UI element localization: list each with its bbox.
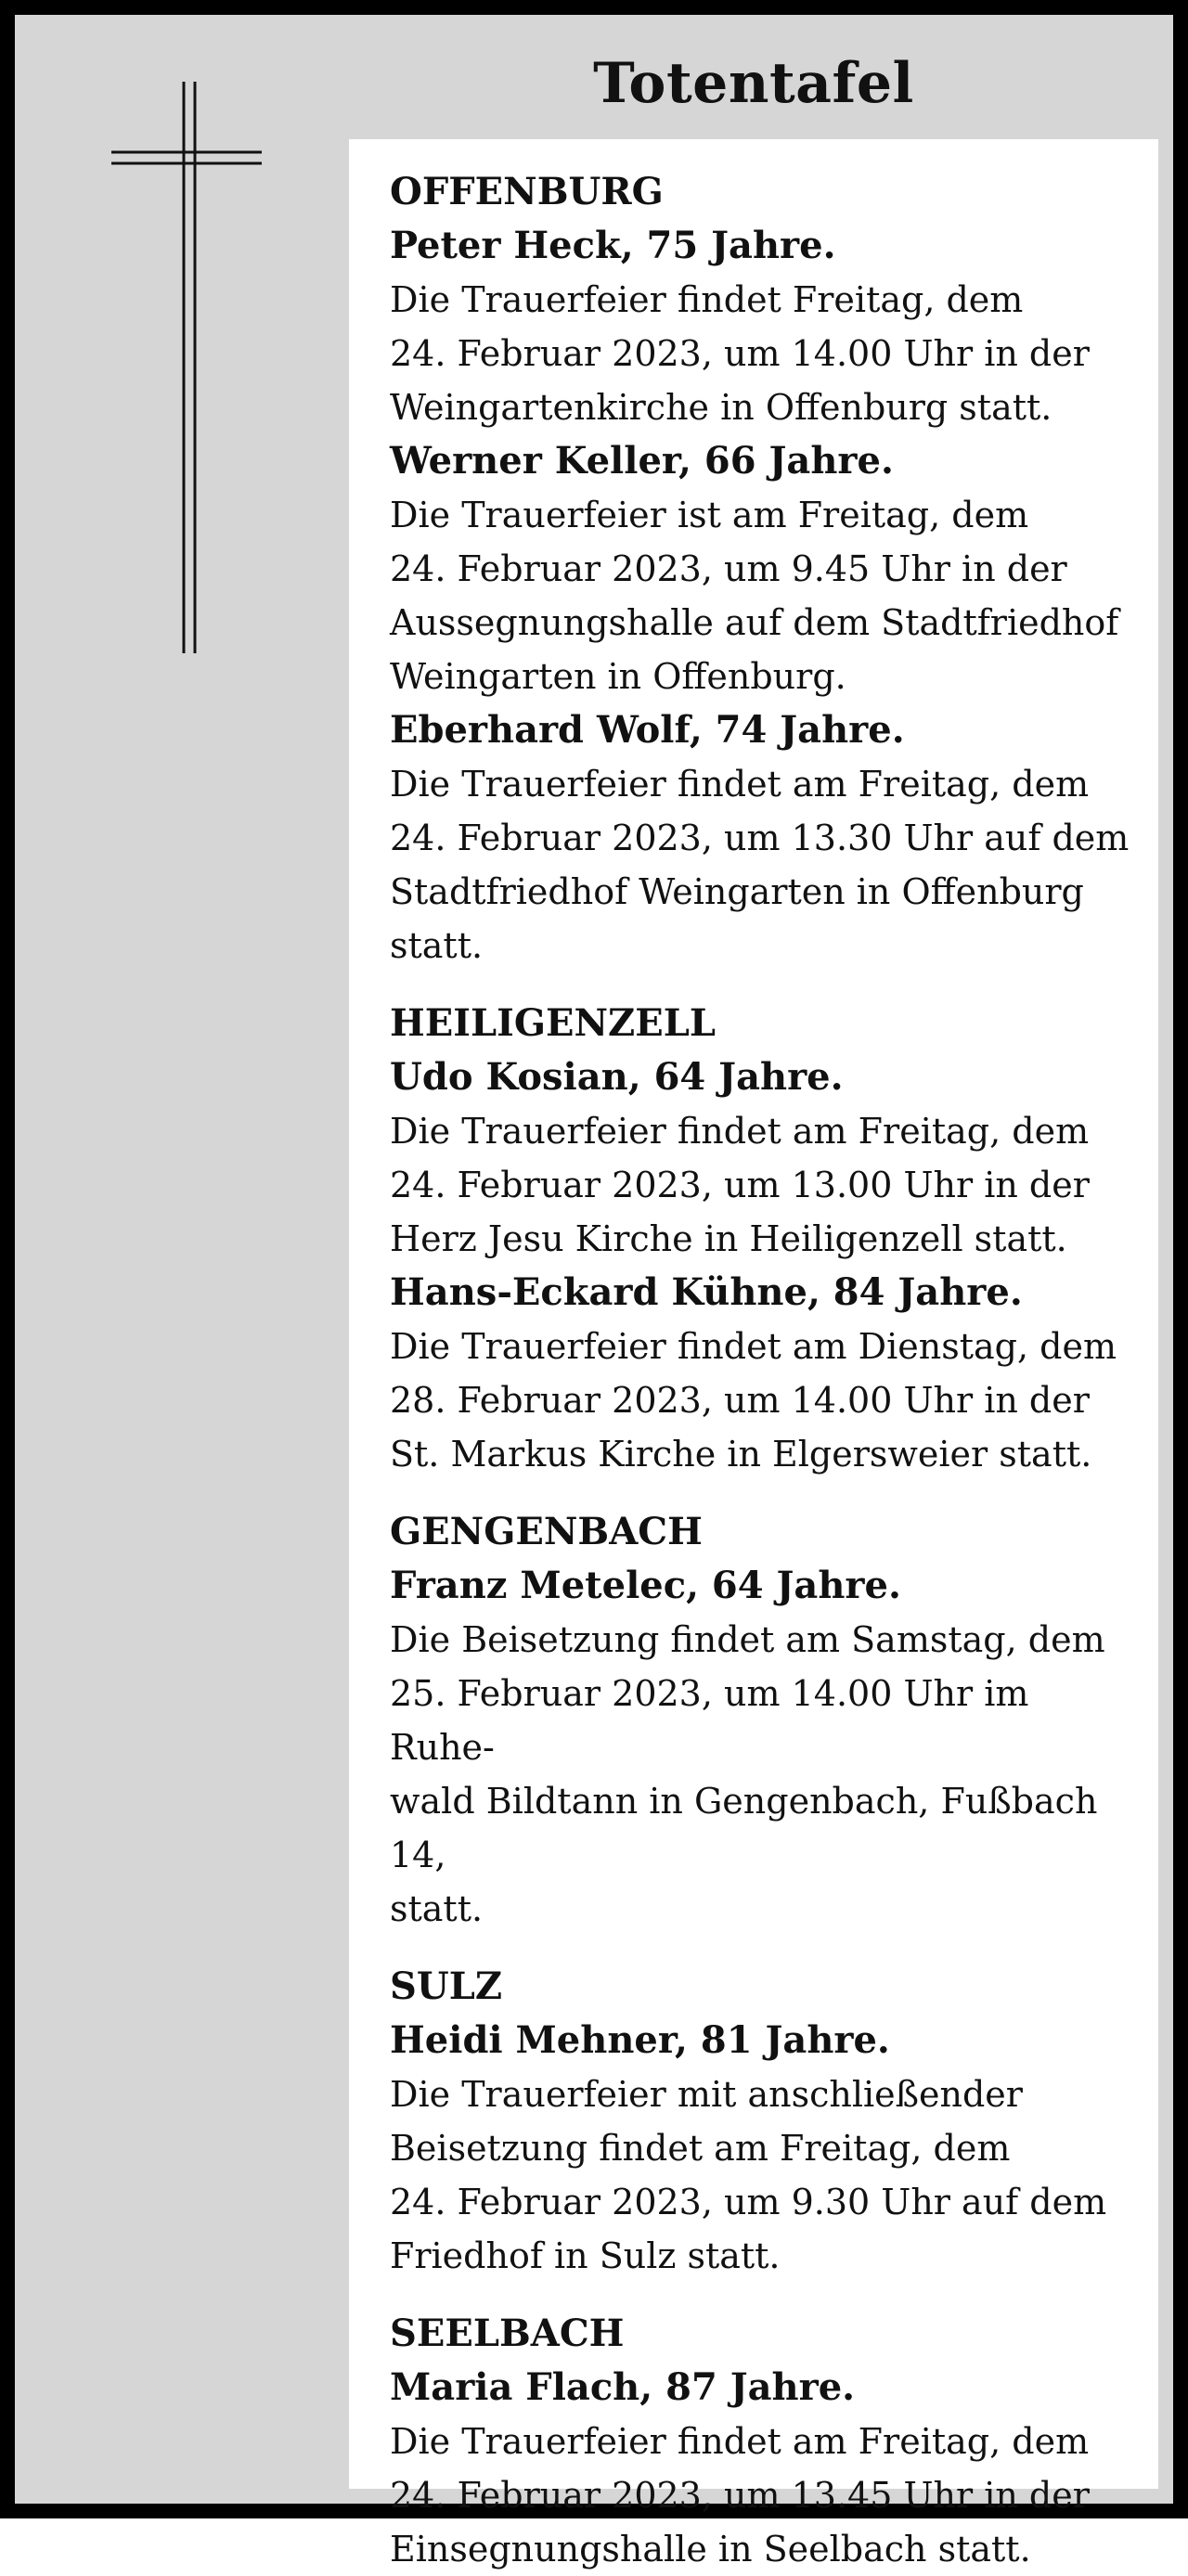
obituary-list [349,139,1158,2570]
location-heading: OFFENBURG [390,170,664,213]
location-section [390,1505,1132,1936]
service-details-line: Die Trauerfeier ist am Freitag, dem [390,495,1029,535]
service-details-line: Die Trauerfeier findet am Freitag, dem [390,1111,1090,1152]
service-details-line: 24. Februar 2023, um 13.00 Uhr in der [390,1165,1090,1205]
service-details-line: Die Trauerfeier findet am Freitag, dem [390,764,1090,805]
service-details-line: St. Markus Kirche in Elgersweier statt. [390,1434,1092,1475]
service-details-line: 24. Februar 2023, um 13.30 Uhr auf dem [390,818,1130,858]
service-details-line: Aussegnungshalle auf dem Stadtfriedhof [390,602,1119,643]
service-details-line: 24. Februar 2023, um 13.45 Uhr in der [390,2475,1090,2516]
deceased-name: Hans-Eckard Kühne, 84 Jahre. [390,1270,1023,1314]
service-details-line: Einsegnungshalle in Seelbach statt. [390,2529,1031,2570]
page-title: Totentafel [593,51,914,116]
service-details-line: Die Trauerfeier findet Freitag, dem [390,279,1024,320]
deceased-name: Franz Metelec, 64 Jahre. [390,1564,901,1607]
location-section [390,997,1132,1481]
service-details-line: Weingartenkirche in Offenburg statt. [390,387,1052,428]
deceased-name: Maria Flach, 87 Jahre. [390,2365,856,2409]
location-heading: SULZ [390,1964,503,2008]
service-details-line: wald Bildtann in Gengenbach, Fußbach 14, [390,1781,1098,1875]
deceased-name: Peter Heck, 75 Jahre. [390,224,836,267]
service-details-line: Weingarten in Offenburg. [390,656,846,697]
service-details-line: Beisetzung findet am Freitag, dem [390,2128,1011,2169]
deceased-name: Werner Keller, 66 Jahre. [390,439,894,483]
location-section [390,2307,1132,2576]
service-details-line: statt. [390,1888,484,1929]
service-details-line: statt. [390,925,484,966]
location-section [390,1960,1132,2283]
service-details-line: Friedhof in Sulz statt. [390,2235,781,2276]
service-details-line: 25. Februar 2023, um 14.00 Uhr im Ruhe- [390,1673,1029,1768]
service-details-line: 24. Februar 2023, um 9.45 Uhr in der [390,548,1067,589]
deceased-name: Udo Kosian, 64 Jahre. [390,1055,844,1099]
service-details-line: Herz Jesu Kirche in Heiligenzell statt. [390,1218,1067,1259]
location-heading: HEILIGENZELL [390,1001,716,1045]
service-details-line: 24. Februar 2023, um 9.30 Uhr auf dem [390,2182,1107,2222]
location-heading: GENGENBACH [390,1510,703,1553]
service-details-line: Die Trauerfeier findet am Dienstag, dem [390,1326,1117,1367]
deceased-name: Heidi Mehner, 81 Jahre. [390,2018,890,2062]
service-details-line: 24. Februar 2023, um 14.00 Uhr in der [390,333,1090,374]
service-details-line: 28. Februar 2023, um 14.00 Uhr in der [390,1380,1090,1421]
service-details-line: Stadtfriedhof Weingarten in Offenburg [390,871,1084,912]
deceased-name: Eberhard Wolf, 74 Jahre. [390,708,905,752]
location-section [390,165,1132,972]
service-details-line: Die Beisetzung findet am Samstag, dem [390,1619,1105,1660]
location-heading: SEELBACH [390,2312,625,2355]
service-details-line: Die Trauerfeier mit anschließender [390,2074,1023,2115]
service-details-line: Die Trauerfeier findet am Freitag, dem [390,2421,1090,2462]
